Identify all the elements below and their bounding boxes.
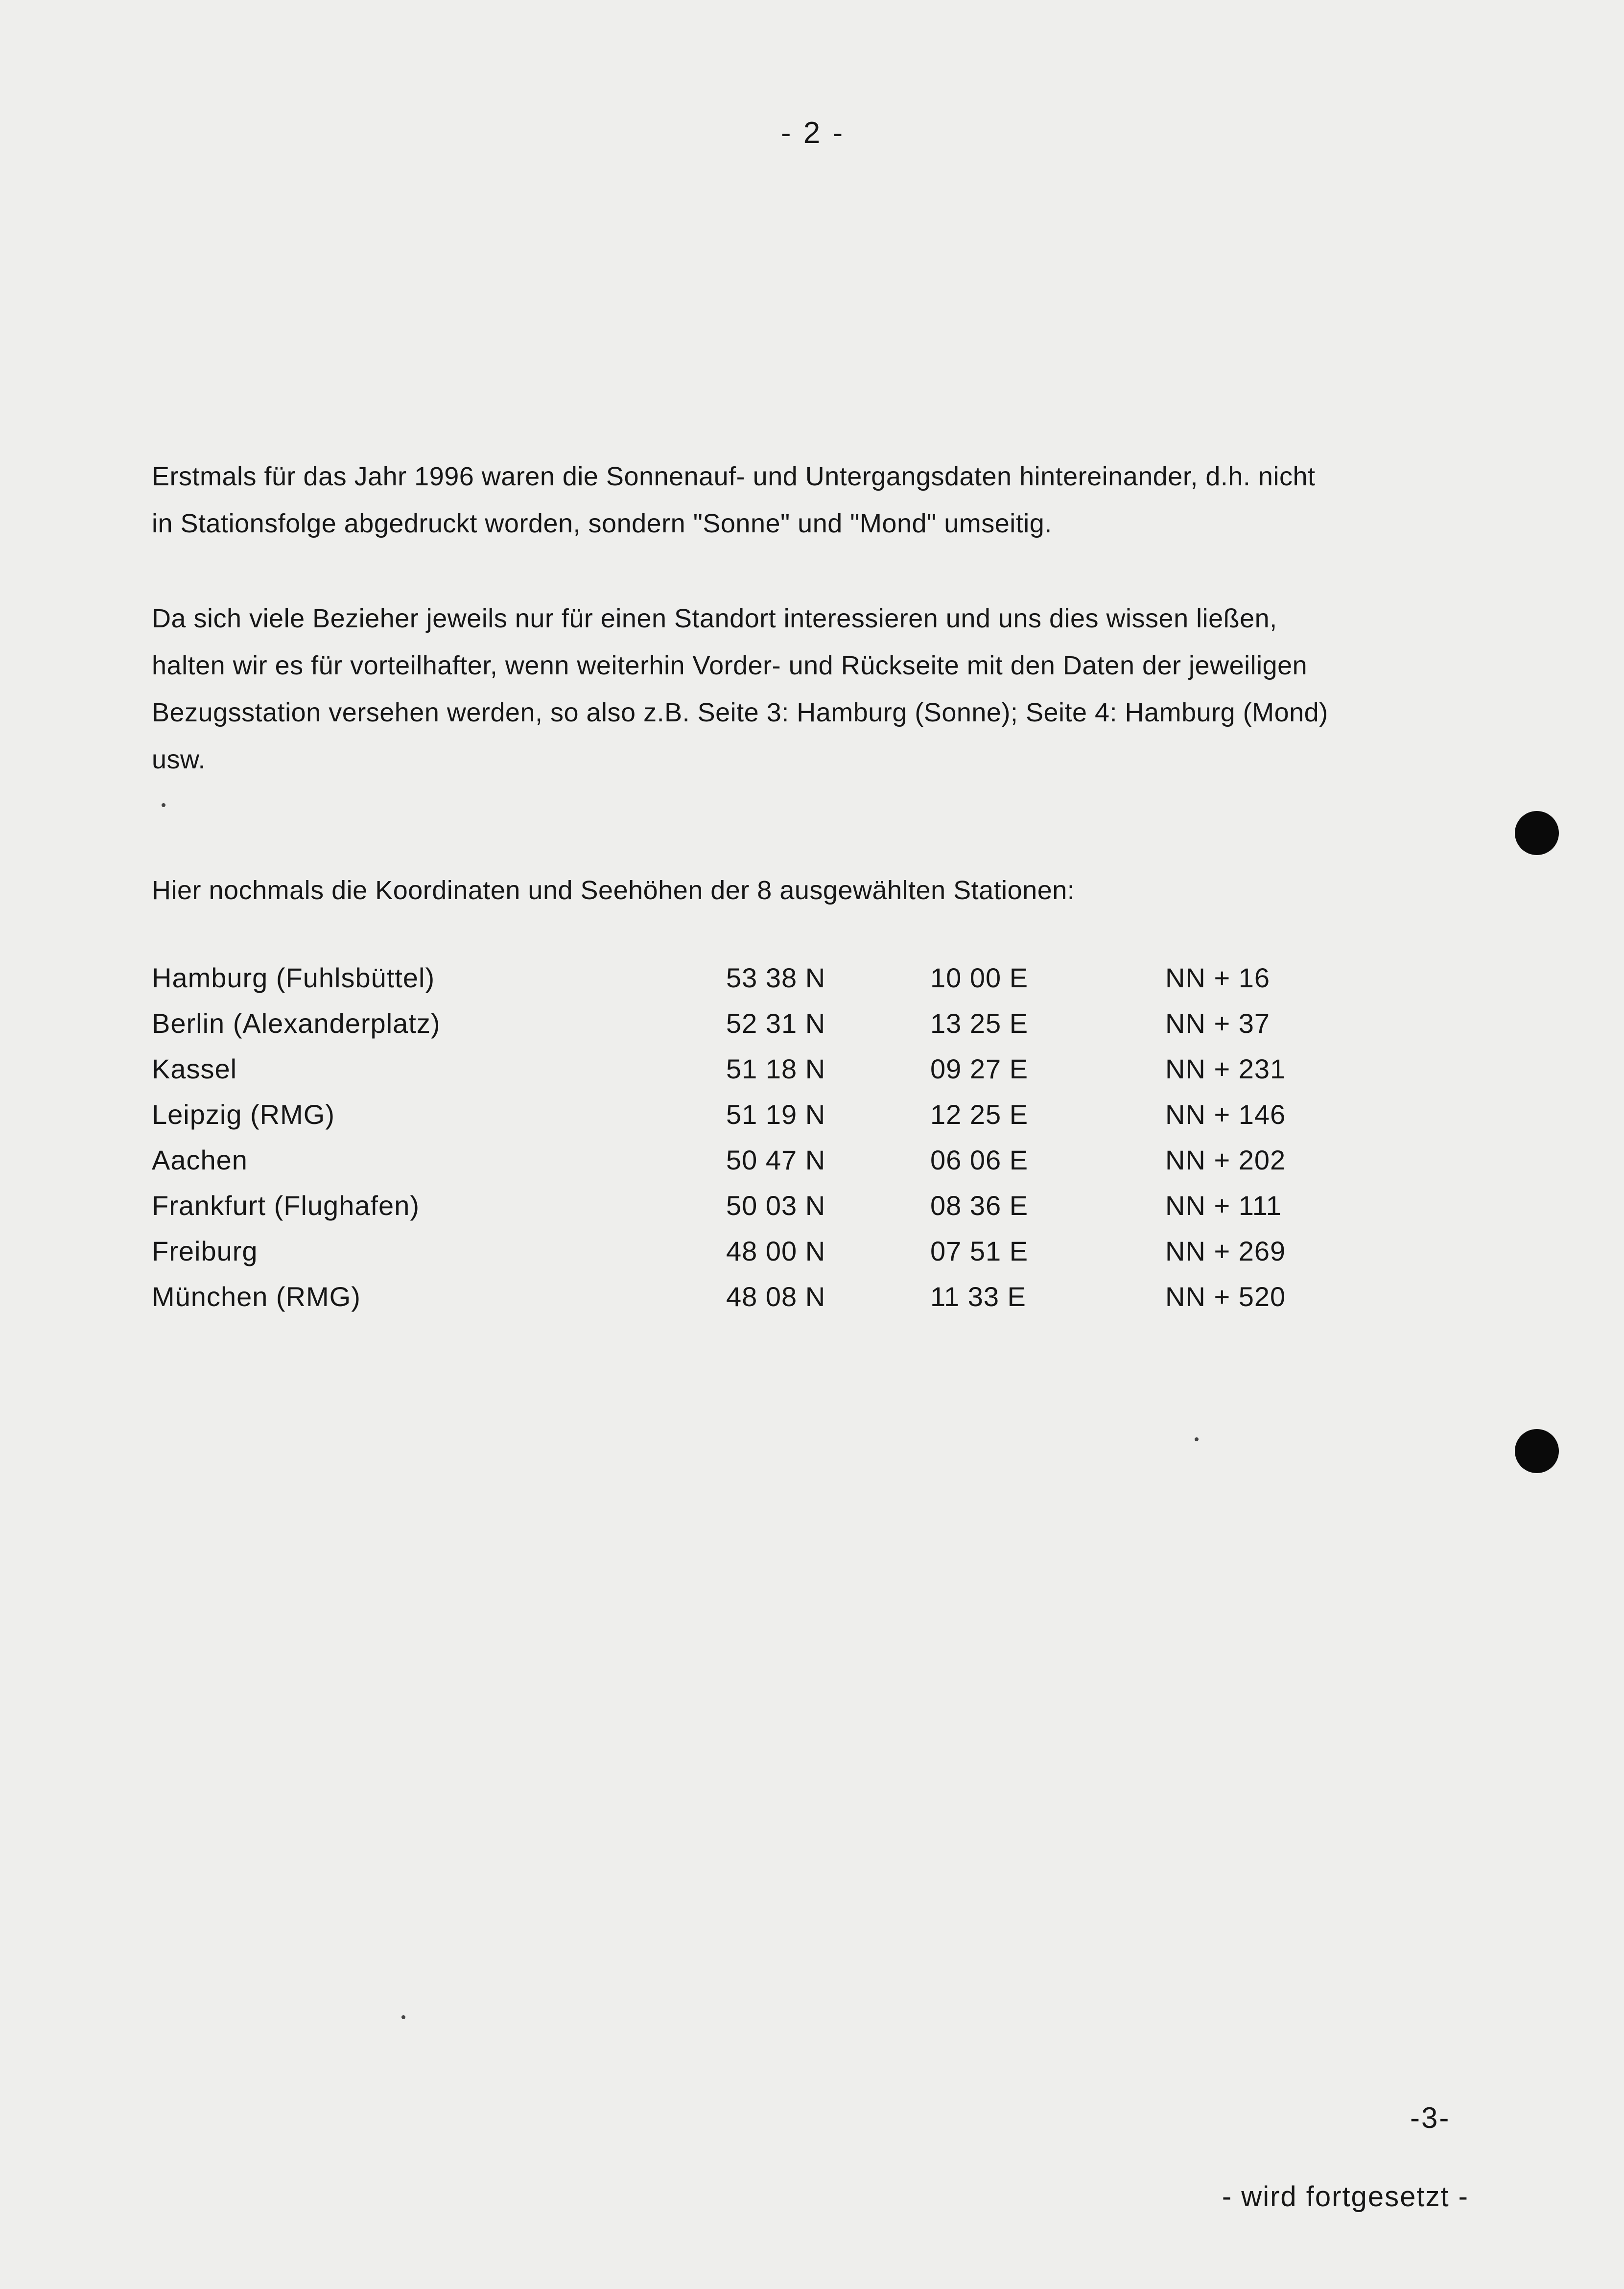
station-row [152, 1046, 1376, 1092]
station-latitude: 51 19 N [726, 1099, 826, 1130]
station-altitude: NN + 146 [1165, 1099, 1286, 1130]
paragraph-intro [152, 453, 1474, 547]
station-altitude: NN + 16 [1165, 962, 1270, 993]
continued-note: - wird fortgesetzt - [1222, 2181, 1469, 2213]
station-latitude: 52 31 N [726, 1008, 826, 1039]
station-row [152, 1001, 1376, 1046]
page-number-top: - 2 - [780, 116, 845, 150]
paragraph-line: Bezugsstation versehen werden, so also z.B. Seite 3: Hamburg (Sonne); Seite 4: Hamburg (Mond) [152, 698, 1328, 727]
station-name: Hamburg (Fuhlsbüttel) [152, 962, 435, 993]
station-latitude: 53 38 N [726, 962, 826, 993]
station-longitude: 09 27 E [930, 1053, 1029, 1084]
station-longitude: 12 25 E [930, 1099, 1029, 1130]
paragraph-line: Erstmals für das Jahr 1996 waren die Sonnenauf- und Untergangsdaten hintereinander, d.h. nicht [152, 462, 1316, 491]
paragraph-line: in Stationsfolge abgedruckt worden, sondern "Sonne" und "Mond" umseitig. [152, 509, 1052, 538]
station-longitude: 11 33 E [930, 1281, 1026, 1312]
station-row [152, 1228, 1376, 1274]
station-row [152, 1274, 1376, 1319]
station-longitude: 07 51 E [930, 1236, 1029, 1266]
station-name: Frankfurt (Flughafen) [152, 1190, 420, 1221]
paragraph-explanation [152, 595, 1474, 783]
station-row [152, 1137, 1376, 1183]
station-altitude: NN + 111 [1165, 1190, 1282, 1221]
station-name: Berlin (Alexanderplatz) [152, 1008, 441, 1039]
station-altitude: NN + 269 [1165, 1236, 1286, 1266]
station-latitude: 50 47 N [726, 1144, 826, 1175]
punch-hole [1515, 1429, 1559, 1473]
paragraph-line: halten wir es für vorteilhafter, wenn weiterhin Vorder- und Rückseite mit den Daten der jeweiligen [152, 651, 1308, 680]
stations-table [152, 955, 1376, 1319]
paragraph-line: usw. [152, 745, 206, 774]
station-longitude: 06 06 E [930, 1144, 1029, 1175]
station-name: Aachen [152, 1144, 248, 1175]
paragraph-line: Da sich viele Bezieher jeweils nur für einen Standort interessieren und uns dies wissen ließen, [152, 604, 1277, 633]
station-row [152, 1183, 1376, 1228]
station-name: Kassel [152, 1053, 237, 1084]
table-intro: Hier nochmals die Koordinaten und Seehöhen der 8 ausgewählten Stationen: [152, 876, 1075, 905]
station-longitude: 08 36 E [930, 1190, 1029, 1221]
next-page-number: -3- [1410, 2101, 1451, 2134]
speck [162, 803, 165, 807]
punch-hole [1515, 811, 1559, 855]
station-longitude: 10 00 E [930, 962, 1029, 993]
station-latitude: 51 18 N [726, 1053, 826, 1084]
speck [401, 2015, 405, 2019]
station-latitude: 48 08 N [726, 1281, 826, 1312]
station-row [152, 1092, 1376, 1137]
station-longitude: 13 25 E [930, 1008, 1029, 1039]
station-latitude: 48 00 N [726, 1236, 826, 1266]
station-altitude: NN + 202 [1165, 1144, 1286, 1175]
station-latitude: 50 03 N [726, 1190, 826, 1221]
station-altitude: NN + 37 [1165, 1008, 1270, 1039]
speck [1195, 1437, 1199, 1441]
station-name: Leipzig (RMG) [152, 1099, 335, 1130]
station-name: München (RMG) [152, 1281, 361, 1312]
station-row [152, 955, 1376, 1001]
station-altitude: NN + 520 [1165, 1281, 1286, 1312]
station-altitude: NN + 231 [1165, 1053, 1286, 1084]
station-name: Freiburg [152, 1236, 258, 1266]
